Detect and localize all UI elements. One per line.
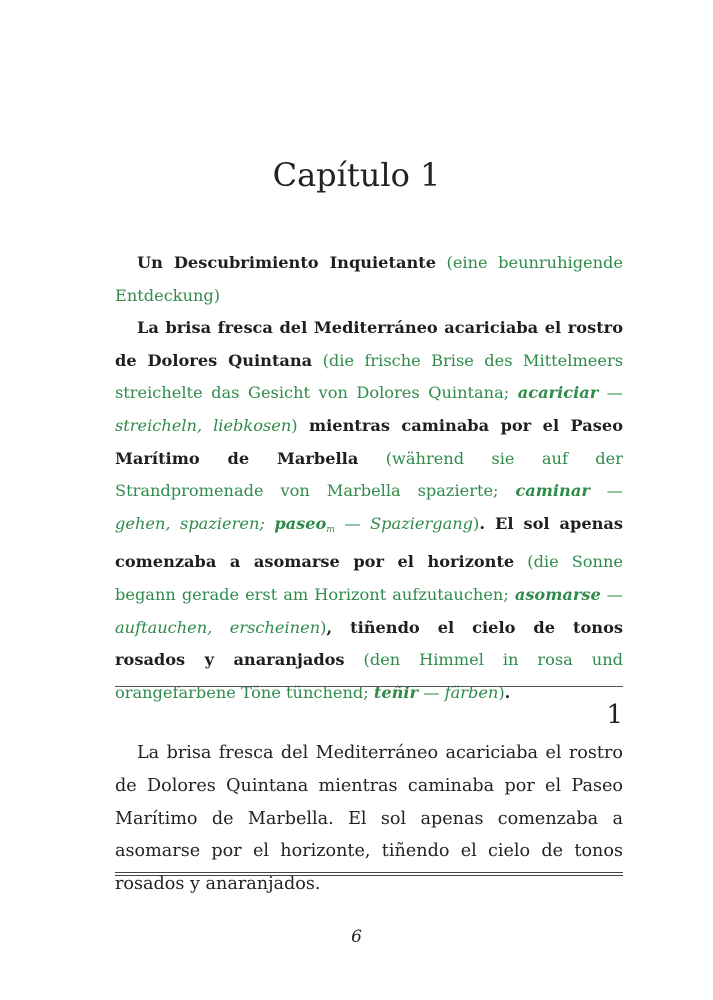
gender-marker: m [326,524,335,535]
vocab-gloss: färben [444,682,499,702]
double-divider [115,872,623,876]
close-paren: ) [498,682,505,702]
spanish-heading: Un Descubrimiento Inquietante [137,253,436,272]
original-spanish-paragraph: La brisa fresca del Mediterráneo acariciaba el rostro de Dolores Quintana mientras caminaba por el Paseo Marítimo de Marbella. El sol apenas comenzaba a asomarse por el horizonte, tiñendo el cielo de tonos rosados y anaranjados. [115,743,623,895]
german-text: (die frische Brise des Mittelmeers streichelte das Gesicht von Dolores Quintana; [115,350,623,403]
spanish-phrase: La brisa fresca del Mediterráneo acariciaba el rostro de Dolores Quintana [115,318,623,370]
close-paren: ) [473,513,480,533]
spanish-phrase: mientras caminaba por el Paseo Marítimo de Marbella [115,415,623,468]
vocab-term: asomarse [514,584,601,604]
german-heading-translation: (eine beunruhigende Entdeckung) [115,253,623,305]
vocab-term: teñir [373,682,419,702]
dash: — [600,584,623,604]
dash: — [418,682,445,702]
vocab-gloss: streicheln, liebkosen [115,415,292,435]
vocab-gloss: auftauchen, erscheinen [115,617,321,637]
vocab-gloss: gehen, spazieren; [115,513,275,533]
german-text: (während sie auf der Strandpromenade von Marbella spazierte; [115,448,623,501]
heading-paragraph [115,247,623,312]
body-paragraph [115,312,623,709]
german-text: (den Himmel in rosa und orangefarbene Töne tünchend; [115,650,623,702]
divider [115,686,623,687]
close-paren: ) [291,415,298,435]
close-paren: ) [320,617,327,637]
vocab-term: caminar [515,481,590,501]
german-text: (die Sonne begann gerade erst am Horizont aufzutauchen; [115,552,623,604]
bilingual-text-block [115,247,623,709]
spanish-phrase: , tiñendo el cielo de tonos rosados y anaranjados [115,617,623,670]
dash: — [598,383,623,403]
vocab-term: paseo [274,513,327,533]
section-number: 1 [606,700,623,730]
spanish-phrase: . El sol apenas comenzaba a asomarse por el horizonte [115,513,623,572]
dash: — [589,481,623,501]
vocab-gloss: Spaziergang [370,513,474,533]
page-number: 6 [351,927,362,947]
vocab-term: acariciar [517,383,599,403]
sentence-end: . [504,682,511,702]
chapter-title: Capítulo 1 [272,156,441,194]
dash: — [334,513,371,533]
